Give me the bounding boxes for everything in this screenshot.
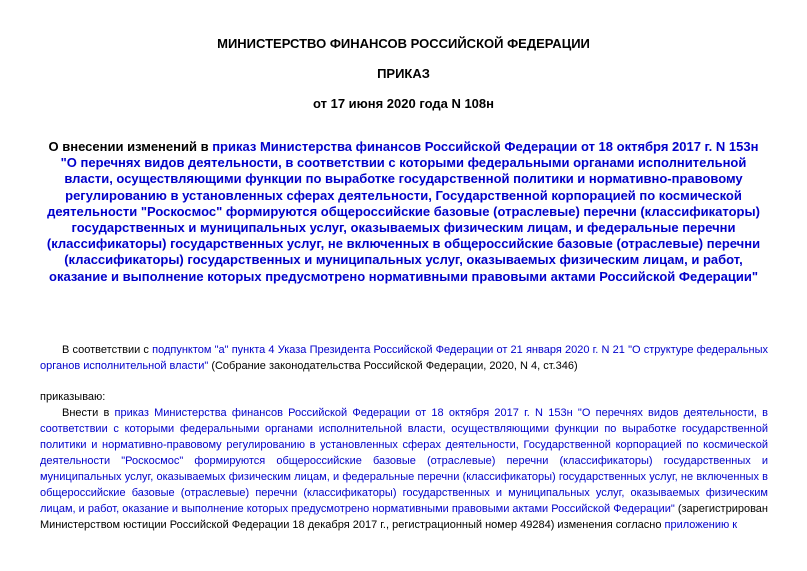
basis-prefix: В соответствии с [62, 344, 153, 356]
document-title [40, 139, 767, 285]
amendment-middle: (зарегистрирован Министерством юстиции Российской Федерации 18 декабря 2017 г., регистрационный номер 49284) изменения согласно [40, 503, 769, 531]
ministry-heading: МИНИСТЕРСТВО ФИНАНСОВ РОССИЙСКОЙ ФЕДЕРАЦИИ [217, 36, 590, 51]
amendment-paragraph [40, 405, 768, 533]
order-heading: ПРИКАЗ [377, 66, 430, 81]
order-verb: приказываю: [40, 391, 106, 403]
order-date-number: от 17 июня 2020 года N 108н [313, 96, 494, 111]
basis-paragraph [40, 342, 768, 374]
decree-link[interactable]: подпунктом "а" пункта 4 Указа Президента Российской Федерации от 21 января 2020 г. N 21 "О структуре федеральных органов исполнительной власти" [40, 344, 768, 372]
title-order-link[interactable]: приказ Министерства финансов Российской Федерации от 18 октября 2017 г. N 153н "О перечнях видов деятельности, в соответствии с которыми федеральными органами исполнительной власти, осуществляющими функции по выработке государственной политики и нормативно-правовому регулированию в установленных сферах деятельности, Государственной корпорацией по космической деятельности "Роскосмос" формируются общероссийские базовые (отраслевые) перечни (классификаторы) государственных и муниципальных услуг, оказываемых физическим лицам, и федеральные перечни (классификаторы) государственных услуг, не включенных в общероссийские базовые (отраслевые) перечни (классификаторы) государственных и муниципальных услуг, оказываемых физическим лицам, и работ, оказание и выполнение которых предусмотрено нормативными правовыми актами Российской Федерации" [46, 139, 761, 284]
title-prefix: О внесении изменений в [48, 139, 213, 154]
appendix-link[interactable]: приложению к [664, 519, 738, 531]
amended-order-link[interactable]: приказ Министерства финансов Российской Федерации от 18 октября 2017 г. N 153н "О перечнях видов деятельности, в соответствии с которыми федеральными органами исполнительной власти, осуществляющими функции по выработке государственной политики и нормативно-правовому регулированию в установленных сферах деятельности, Государственной корпорацией по космической деятельности "Роскосмос" формируются общероссийские базовые (отраслевые) перечни (классификаторы) государственных и муниципальных услуг, оказываемых физическим лицам, и федеральные перечни (классификаторы) государственных услуг, не включенных в общероссийские базовые (отраслевые) перечни (классификаторы) государственных и муниципальных услуг, оказываемых физическим лицам, и работ, оказание и выполнение которых предусмотрено нормативными правовыми актами Российской Федерации" [40, 407, 768, 515]
amendment-prefix: Внести в [62, 407, 115, 419]
basis-suffix: (Собрание законодательства Российской Федерации, 2020, N 4, ст.346) [208, 360, 578, 372]
